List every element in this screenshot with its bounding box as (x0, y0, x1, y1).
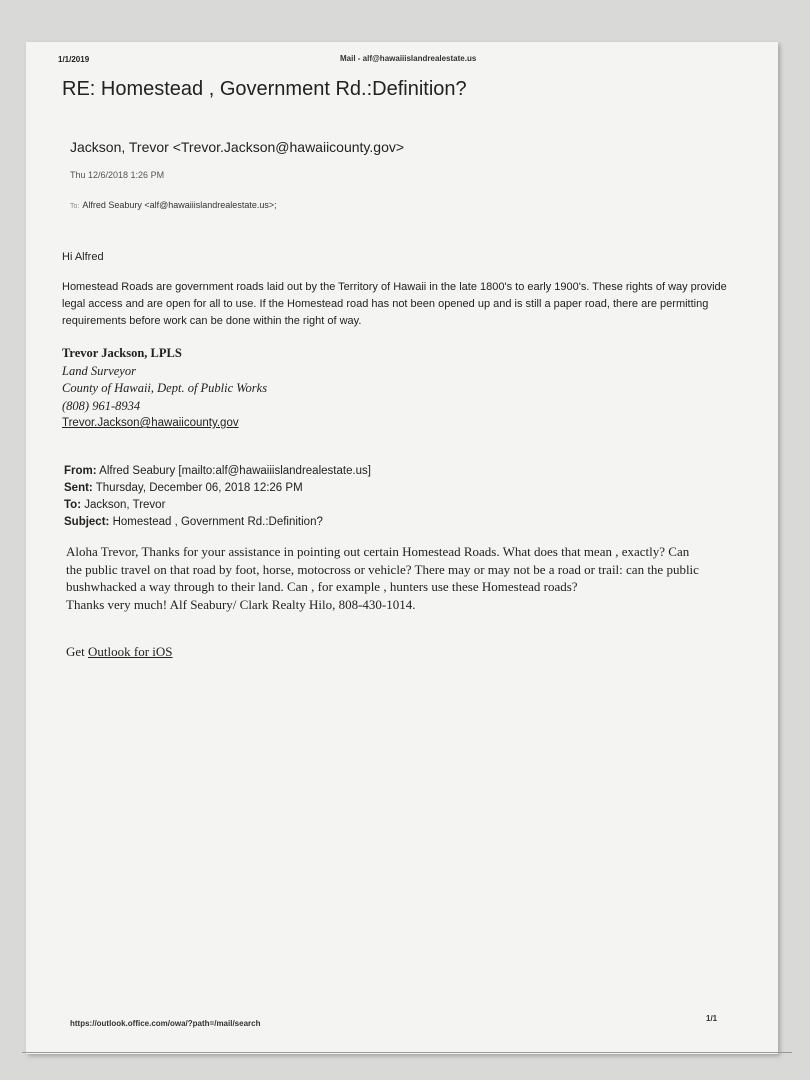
print-footer-url: https://outlook.office.com/owa/?path=/mail/search (70, 1019, 261, 1028)
fwd-to-label: To: (64, 499, 82, 511)
fwd-subject: Homestead , Government Rd.:Definition? (112, 516, 323, 528)
original-message (66, 543, 706, 613)
print-mail-title: Mail - alf@hawaiiislandrealestate.us (340, 54, 477, 63)
email-subject: RE: Homestead , Government Rd.:Definition? (62, 78, 467, 100)
fwd-from-label: From: (64, 465, 97, 477)
signature-phone: (808) 961-8934 (62, 398, 141, 413)
email-greeting: Hi Alfred (62, 251, 104, 263)
print-date: 1/1/2019 (58, 55, 90, 64)
bottom-edge-divider (22, 1052, 792, 1053)
original-body: Aloha Trevor, Thanks for your assistance in pointing out certain Homestead Roads. What does that mean , exactly? Can the public travel on that road by foot, horse, motocross or vehicle? There may or may not be a road or trail: can the public bushwhacked a way through to their land. Can , for example , hunters use these Homestead roads? (66, 544, 699, 594)
signature-title: Land Surveyor (62, 363, 136, 378)
outlook-ios-link[interactable]: Outlook for iOS (88, 644, 173, 659)
email-recipients (70, 200, 277, 210)
fwd-to: Jackson, Trevor (84, 499, 166, 511)
signature-email-link[interactable]: Trevor.Jackson@hawaiicounty.gov (62, 417, 239, 429)
signature-name: Trevor Jackson, LPLS (62, 346, 182, 360)
signature-block (62, 345, 267, 433)
to-label: To: (70, 203, 80, 210)
fwd-from: Alfred Seabury [mailto:alf@hawaiiislandrealestate.us] (99, 465, 371, 477)
forwarded-header (64, 463, 371, 531)
email-body: Homestead Roads are government roads laid out by the Territory of Hawaii in the late 1800's to early 1900's. These rights of way provide legal access and are open for all to use. If the Homestead road has not been opened up and is still a paper road, there are permitting requirements before work can be done within the right of way. (62, 281, 727, 327)
fwd-sent-label: Sent: (64, 482, 93, 494)
email-sender: Jackson, Trevor <Trevor.Jackson@hawaiicounty.gov> (70, 139, 405, 155)
get-prefix: Get (66, 644, 85, 659)
to-address: Alfred Seabury <alf@hawaiiislandrealestate.us>; (82, 200, 277, 210)
original-thanks: Thanks very much! Alf Seabury/ Clark Realty Hilo, 808-430-1014. (66, 596, 416, 612)
signature-dept: County of Hawaii, Dept. of Public Works (62, 381, 268, 395)
get-outlook-line (66, 644, 173, 660)
print-page-number: 1/1 (706, 1014, 718, 1023)
email-sent-time: Thu 12/6/2018 1:26 PM (70, 170, 165, 180)
fwd-subject-label: Subject: (64, 516, 110, 528)
fwd-sent: Thursday, December 06, 2018 12:26 PM (95, 482, 303, 494)
